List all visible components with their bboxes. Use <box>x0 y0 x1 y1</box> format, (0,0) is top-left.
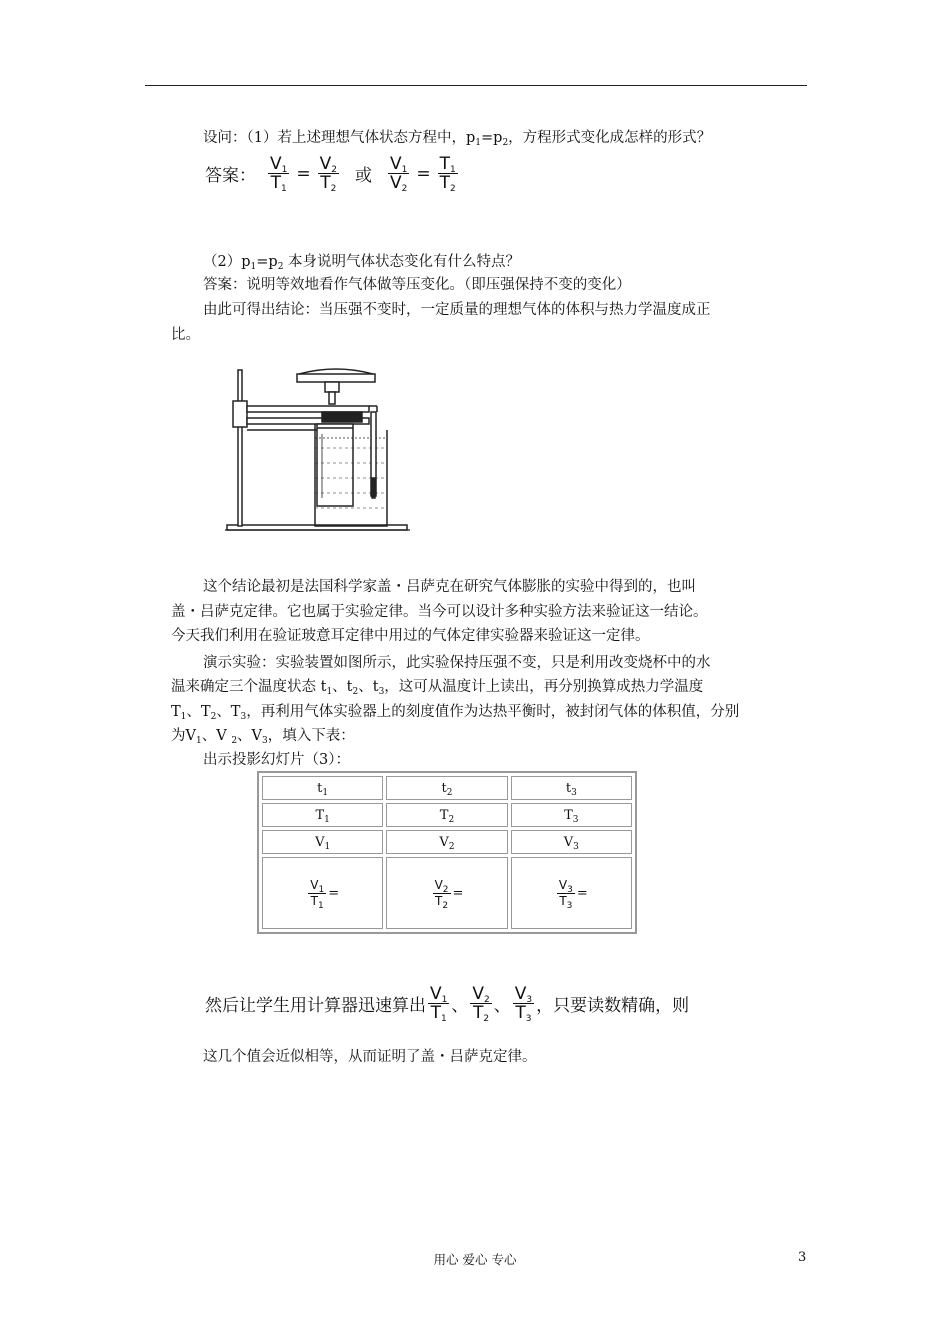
fraction-v2-t2: $\frac{V_2}{T_2}$ <box>319 154 337 194</box>
paragraph-2-line-3: $T_1$、$T_2$、$T_3$，再利用气体实验器上的刻度值作为达热平衡时，被封闭气体的体积值，分别 <box>171 704 740 722</box>
or-word: 或 <box>355 166 372 186</box>
header-rule <box>145 85 807 86</box>
slide-label: 出示投影幻灯片（3）： <box>203 752 350 768</box>
paragraph-1-line-2: 盖・吕萨克定律。它也属于实验定律。当今可以设计多种实验方法来验证这一结论。 <box>171 604 708 620</box>
table-row: $T_1$ $T_2$ $T_3$ <box>262 803 632 827</box>
measurement-table <box>257 771 637 934</box>
answer-2: 答案：说明等效地看作气体做等压变化。（即压强保持不变的变化） <box>203 277 631 293</box>
fraction-v1-t1: $\frac{V_1}{T_1}$ <box>270 154 288 194</box>
fraction-t1-t2: $\frac{T_1}{T_2}$ <box>439 154 456 194</box>
table-row: $t_1$ $t_2$ $t_3$ <box>262 776 632 800</box>
final-formula-line: 然后让学生用计算器迅速算出 $\frac{V_1}{T_1}$ 、 $\frac{V_2}{T_2}$ 、 $\frac{V_3}{T_3}$ ，只要读数精确，则 <box>205 984 690 1024</box>
table-row: $V_1$ $V_2$ $V_3$ <box>262 830 632 854</box>
paragraph-1-line-1: 这个结论最初是法国科学家盖・吕萨克在研究气体膨胀的实验中得到的，也叫 <box>203 579 696 595</box>
page-number: 3 <box>798 1250 807 1265</box>
answer-1-formula: 答案： $\frac{V_1}{T_1}$ = $\frac{V_2}{T_2}$ 或 $\frac{V_1}{V_2}$ = $\frac{T_1}{T_2}$ <box>205 154 456 194</box>
question-2: $(2)p_1=p_2$ 本身说明气体状态变化有什么特点？ <box>203 254 521 272</box>
question-1: 设问：（1）若上述理想气体状态方程中，$p_1=p_2$，方程形式变化成怎样的形式？ <box>203 130 712 148</box>
answer-label: 答案： <box>205 166 256 186</box>
fraction-v1-v2: $\frac{V_1}{V_2}$ <box>390 154 408 194</box>
experiment-apparatus-figure <box>225 368 415 558</box>
paragraph-2-line-1: 演示实验：实验装置如图所示，此实验保持压强不变，只是利用改变烧杯中的水 <box>203 655 711 671</box>
paragraph-1-line-3: 今天我们利用在验证玻意耳定律中用过的气体定律实验器来验证这一定律。 <box>171 628 650 644</box>
footer-motto: 用心 爱心 专心 <box>433 1252 517 1267</box>
conclusion-line-1: 由此可得出结论：当压强不变时，一定质量的理想气体的体积与热力学温度成正 <box>203 302 711 318</box>
conclusion-line-2: 比。 <box>171 327 200 343</box>
table-row: $\frac{V_1}{T_1}$ = $\frac{V_2}{T_2}$ = $\frac{V_3}{T_3}$ = <box>262 857 632 929</box>
final-line-2: 这几个值会近似相等，从而证明了盖・吕萨克定律。 <box>203 1049 537 1065</box>
paragraph-2-line-4: 为$V_1$、V $_2$、$V_3$，填入下表： <box>171 728 355 746</box>
paragraph-2-line-2: 温来确定三个温度状态 $t_1$、$t_2$、$t_3$，这可从温度计上读出，再分别换算成热力学温度 <box>171 679 704 697</box>
